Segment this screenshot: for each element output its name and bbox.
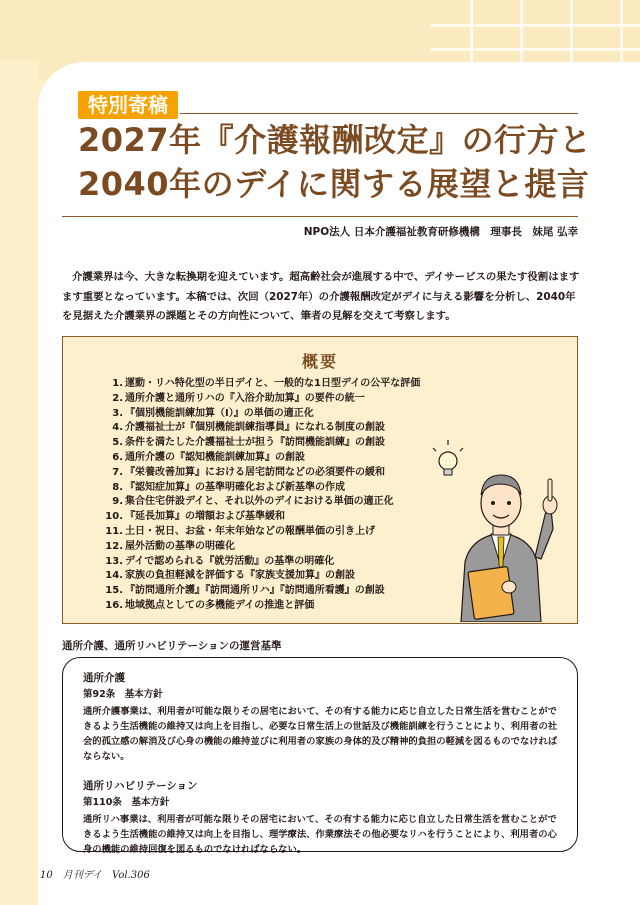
summary-item (103, 436, 463, 451)
decorative-grid-line (430, 48, 640, 51)
summary-item-text: 屋外活動の基準の明確化 (125, 540, 235, 552)
title-line-2: 2040年のデイに関する展望と提言 (78, 165, 590, 203)
summary-item (103, 510, 463, 525)
summary-item-text: 集合住宅併設デイと、それ以外のデイにおける単価の適正化 (125, 496, 394, 508)
summary-item-text: デイで認められる『就労活動』の基準の明確化 (125, 555, 335, 567)
summary-item-number: 9. (112, 496, 123, 508)
page-title (78, 118, 598, 206)
summary-item-number: 12. (105, 540, 123, 552)
summary-item-number: 5. (112, 437, 123, 449)
decorative-grid-line (430, 24, 640, 27)
summary-item-number: 11. (105, 525, 123, 537)
page-footer: 10 月刊デイ Vol.306 (40, 870, 150, 881)
summary-item-number: 10. (105, 511, 123, 523)
summary-item (103, 525, 463, 540)
summary-item (103, 407, 463, 422)
summary-item-number: 6. (112, 451, 123, 463)
summary-item-text: 通所介護と通所リハの『入浴介助加算』の要件の統一 (125, 392, 365, 404)
regulation-name: 通所介護 (83, 672, 125, 684)
summary-item-number: 8. (112, 481, 123, 493)
summary-item (103, 392, 463, 407)
lead-paragraph: 介護業界は今、大きな転換期を迎えています。超高齢社会が進展する中で、デイサービスの果たす役割はますます重要となっています。本稿では、次回（2027年）の介護報酬改定がデイに与える影響を分析し、2040年を見据えた介護業界の課題とその方向性について、筆者の見解を交えて考察します。 (62, 271, 580, 322)
author-byline: NPO法人 日本介護福祉教育研修機構 理事長 妹尾 弘幸 (303, 226, 578, 238)
summary-item-text: 『延長加算』の増額および基準緩和 (125, 511, 285, 523)
summary-item-text: 土日・祝日、お盆・年末年始などの報酬単価の引き上げ (125, 525, 375, 537)
regulation-body: 通所リハ事業は、利用者が可能な限りその居宅において、その有する能力に応じ自立した日常生活を営むことができるよう生活機能の維持又は向上を目指し、理学療法、作業療法その他必要なリハを行うことにより、利用者の心身の機能の維持回復を図るものでなければならない。 (83, 814, 557, 855)
regulation-name: 通所リハビリテーション (83, 780, 198, 792)
title-top-rule (180, 113, 578, 114)
summary-title: 概要 (301, 352, 338, 371)
summary-list (103, 377, 463, 614)
regulation-article: 第110条 基本方針 (83, 797, 170, 808)
summary-item-text: 通所介護の『認知機能訓練加算』の創設 (125, 451, 305, 463)
regulations-content (83, 670, 565, 871)
summary-item (103, 540, 463, 555)
summary-item-number: 13. (105, 555, 123, 567)
regulations-heading: 通所介護、通所リハビリテーションの運営基準 (62, 640, 282, 652)
summary-item (103, 495, 463, 510)
summary-item-text: 運動・リハ特化型の半日デイと、一般的な1日型デイの公平な評価 (125, 378, 421, 389)
side-decorative-band (0, 60, 38, 905)
summary-item-number: 14. (105, 570, 123, 582)
summary-item (103, 555, 463, 570)
decorative-grid-line (620, 0, 623, 70)
decorative-grid-line (570, 0, 573, 70)
summary-item (103, 569, 463, 584)
summary-item-text: 地域拠点としての多機能デイの推進と評価 (125, 599, 315, 611)
summary-item (103, 584, 463, 599)
summary-item-number: 16. (105, 599, 123, 611)
summary-item-number: 7. (112, 466, 123, 478)
summary-item-text: 『栄養改善加算』における居宅訪問などの必須要件の緩和 (125, 466, 385, 478)
summary-item-number: 1. (112, 378, 123, 389)
presenter-illustration-icon (431, 437, 571, 622)
summary-item (103, 481, 463, 496)
summary-item-text: 『認知症加算』の基準明確化および新基準の作成 (125, 481, 345, 493)
summary-box (62, 336, 578, 624)
regulation-article: 第92条 基本方針 (83, 689, 163, 700)
regulation-body: 通所介護事業は、利用者が可能な限りその居宅において、その有する能力に応じ自立した日常生活を営むことができるよう生活機能の維持又は向上を目指し、必要な日常生活上の世話及び機能訓練を行うことにより、利用者の社会的孤立感の解消及び心身の機能の維持並びに利用者の家族の身体的及び精神的負担の軽減を図るものでなければならない。 (83, 706, 558, 762)
article-badge: 特別寄稿 (78, 91, 178, 119)
summary-item (103, 466, 463, 481)
title-line-1: 2027年『介護報酬改定』の行方と (78, 121, 592, 159)
summary-item-number: 15. (105, 585, 123, 597)
summary-item-text: 条件を満たした介護福祉士が担う『訪問機能訓練』の創設 (125, 437, 385, 449)
regulations-box (62, 657, 578, 855)
summary-item (103, 451, 463, 466)
title-bottom-rule (62, 216, 578, 217)
summary-item-text: 『訪問通所介護』『訪問通所リハ』『訪問通所看護』の創設 (125, 585, 385, 597)
decorative-grid-line (470, 0, 473, 70)
decorative-grid-line (520, 0, 523, 70)
summary-item (103, 377, 463, 392)
summary-item-number: 3. (112, 407, 123, 419)
summary-item-text: 家族の負担軽減を評価する『家族支援加算』の創設 (125, 570, 355, 582)
summary-item-number: 4. (112, 422, 123, 434)
summary-item (103, 599, 463, 614)
summary-item-number: 2. (112, 392, 123, 404)
summary-item-text: 『個別機能訓練加算（Ⅰ）』の単価の適正化 (125, 407, 314, 419)
summary-item-text: 介護福祉士が『個別機能訓練指導員』になれる制度の創設 (125, 422, 385, 434)
summary-item (103, 421, 463, 436)
